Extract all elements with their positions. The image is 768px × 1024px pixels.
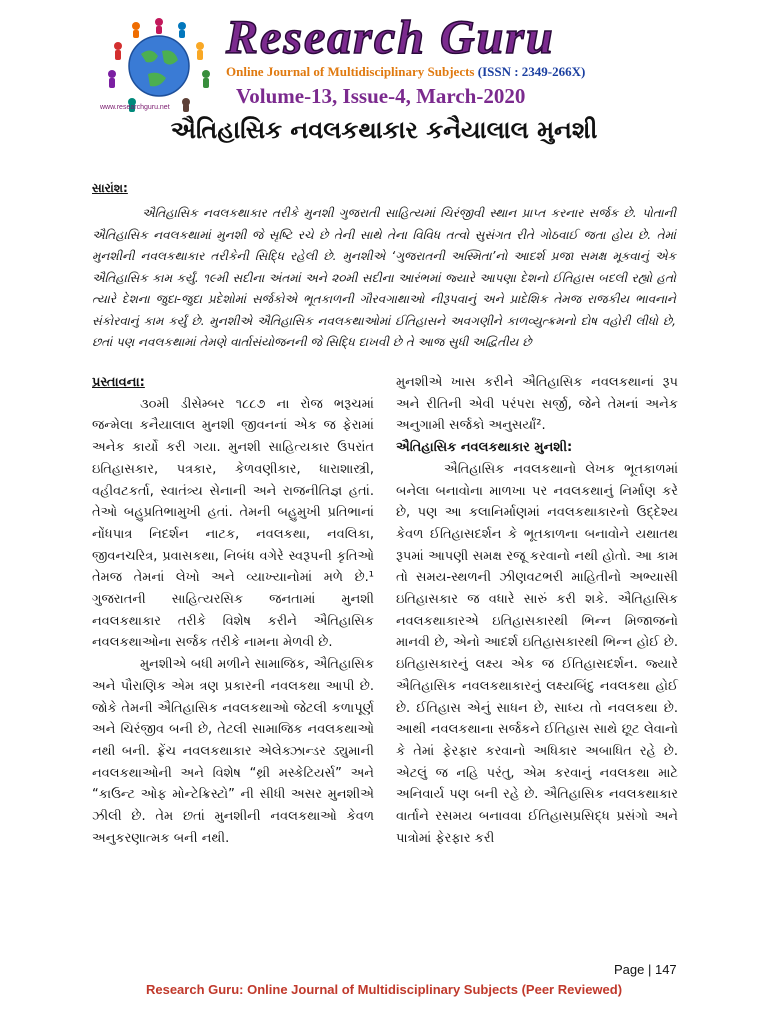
abstract-label: સારાંશ: <box>92 181 128 195</box>
page-number: Page | 147 <box>614 962 677 977</box>
journal-subtitle <box>226 64 585 80</box>
left-column <box>92 372 374 849</box>
paragraph: ૩૦મી ડીસેમ્બર ૧૮૮૭ ના રોજ ભરૂચમાં જન્મેલા કનૈયાલાલ મુનશી જીવનનાં એક જ ફેરામાં અનેક કાર્યો કરી ગયા. મુનશી સાહિત્યકાર ઉપરાંત ઇતિહાસકાર, પત્રકાર, કેળવણીકાર, ધારાશાસ્ત્રી, વહીવટકર્તા, સ્વાતંત્ર્ય સેનાની અને રાજનીતિજ્ઞ હતાં. તેઓ બહુપ્રતિભામુખી હતાં. તેમની બહુમુખી પ્રતિભાનાં નોંધપાત્ર નિદર્શન નાટક, નવલકથા, નવલિકા, જીવનચરિત્ર, પ્રવાસકથા, નિબંધ વગેરે સ્વરૂપની કૃતિઓ તેમજ તેમનાં લેખો અને વ્યાખ્યાનોમાં મળે છે.¹ ગુજરાતની સાહિત્યરસિક જનતામાં મુનશી નવલકથાકાર તરીકે વિશેષ કરીને ઐતિહાસિક નવલકથાઓના સર્જક તરીકે નામના મેળવી છે. <box>92 396 374 651</box>
section-heading-historical-novelist: ઐતિહાસિક નવલકથાકાર મુનશી: <box>396 440 573 456</box>
volume-issue: Volume-13, Issue-4, March-2020 <box>236 84 526 108</box>
journal-masthead: Research Guru <box>226 11 555 64</box>
logo-url: www.researchguru.net <box>100 104 170 111</box>
journal-logo <box>96 16 222 116</box>
issn-text: (ISSN : 2349-266X) <box>477 64 586 79</box>
section-heading-introduction: પ્રસ્તાવના: <box>92 375 145 390</box>
paragraph: મુનશીએ બધી મળીને સામાજિક, ઐતિહાસિક અને પૌરાણિક એમ ત્રણ પ્રકારની નવલકથા આપી છે. જોકે તેમની ઐતિહાસિક નવલકથાઓ જેટલી કળાપૂર્ણ અને ચિરંજીવ બની છે, તેટલી સામાજિક નવલકથાઓ નથી બની. ફ્રેંચ નવલકથાકાર એલેક્ઝાન્ડર ડ્યુમાની નવલકથાઓની અને વિશેષ “થ્રી મસ્કેટિયર્સ” અને “કાઉન્ટ ઓફ મોન્ટેક્રિસ્ટો” ની સીધી અસર મુનશીએ ઝીલી છે. તેમ છતાં મુનશીની નવલકથાઓ કેવળ અનુકરણાત્મક બની નથી. <box>92 657 374 846</box>
paragraph: મુનશીએ ખાસ કરીને ઐતિહાસિક નવલકથાનાં રૂપ અને રીતિની એવી પરંપરા સર્જી, જેને તેમનાં અનેક અનુગામી સર્જકો અનુસર્યાં². <box>396 375 678 434</box>
abstract-text: ઐતિહાસિક નવલકથાકાર તરીકે મુનશી ગુજરાતી સાહિત્યમાં ચિરંજીવી સ્થાન પ્રાપ્ત કરનાર સર્જક છે. પોતાની ઐતિહાસિક નવલકથામાં મુનશી જે સૃષ્ટિ રચે છે તેની સાથે તેના વિવિધ તત્વો સુસંગત રીતે ગોઠવાઈ જતા હોય છે. તેમાં મુનશીની નવલકથાકાર તરીકેની સિદ્ધિ રહેલી છે. મુનશીએ ‘ગુજરાતની અસ્મિતા’નો આદર્શ પ્રજા સમક્ષ મૂકવાનું એક ઐતિહાસિક કામ કર્યું. ૧૯મી સદીના અંતમાં અને ૨૦મી સદીના આરંભમાં જ્યારે આપણા દેશનો ઈતિહાસ બદલી રહ્યો હતો ત્યારે દેશના જુદા-જુદા પ્રદેશોમાં સર્જકોએ ભૂતકાળની ગૌરવગાથાઓ નીરૂપવાનું અને પ્રાદેશિક તેમજ રાજકીય ભાવનાને સંકોરવાનું કામ કર્યું છે. મુનશીએ ઐતિહાસિક નવલકથાઓમાં ઈતિહાસને અવગણીને કાળવ્યુત્ક્રમનો દોષ વહોરી લીધો છે, છતાં પણ નવલકથામાં તેમણે વાર્તાસંયોજનની જે સિદ્ધિ દાખવી છે તે આજ સુધી અદ્વિતીય છે <box>92 206 676 349</box>
paragraph: ઐતિહાસિક નવલકથાનો લેખક ભૂતકાળમાં બનેલા બનાવોના માળખા પર નવલકથાનું નિર્માણ કરે છે, પણ આ કલાનિર્માણમાં નવલકથાકારનો ઉદ્દેશ્ય કેવળ ઈતિહાસદર્શન કે ભૂતકાળના બનાવોને યથાતથ રૂપમાં આપણી સમક્ષ રજૂ કરવાનો નથી હોતો. આ કામ તો સમય-સ્થળની ઝીણવટભરી માહિતીનો અભ્યાસી ઇતિહાસકાર જ વધારે સારું કરી શકે. ઐતિહાસિક નવલકથાકારએ ઇતિહાસકારથી ભિન્ન મિજાજનો માનવી છે, એનો આદર્શ ઇતિહાસકારથી ભિન્ન હોઈ છે. ઇતિહાસકારનું લક્ષ્ય એક જ ઈતિહાસદર્શન. જ્યારે ઐતિહાસિક નવલકથાકારનું લક્ષ્યબિંદુ નવલકથા હોઈ છે. ઈતિહાસ એનું સાધન છે, સાધ્ય તો નવલકથા છે. આથી નવલકથાના સર્જકને ઈતિહાસ સાથે છૂટ લેવાનો કે તેમાં ફેરફાર કરવાનો અધિકાર અબાધિત રહે છે. એટલું જ નહિ પરંતુ, એમ કરવાનું નવલકથા માટે અનિવાર્ય પણ બની રહે છે. ઐતિહાસિક નવલકથાકાર વાર્તાને રસમય બનાવવા ઈતિહાસપ્રસિદ્ધ પ્રસંગો અને પાત્રોમાં ફેરફાર કરી <box>396 461 678 846</box>
subtitle-text: Online Journal of Multidisciplinary Subjects <box>226 64 475 79</box>
right-column <box>396 372 678 849</box>
article-title: ઐતિહાસિક નવલકથાકાર કનૈયાલાલ મુનશી <box>170 116 598 144</box>
footer-journal-line: Research Guru: Online Journal of Multidisciplinary Subjects (Peer Reviewed) <box>145 982 623 997</box>
